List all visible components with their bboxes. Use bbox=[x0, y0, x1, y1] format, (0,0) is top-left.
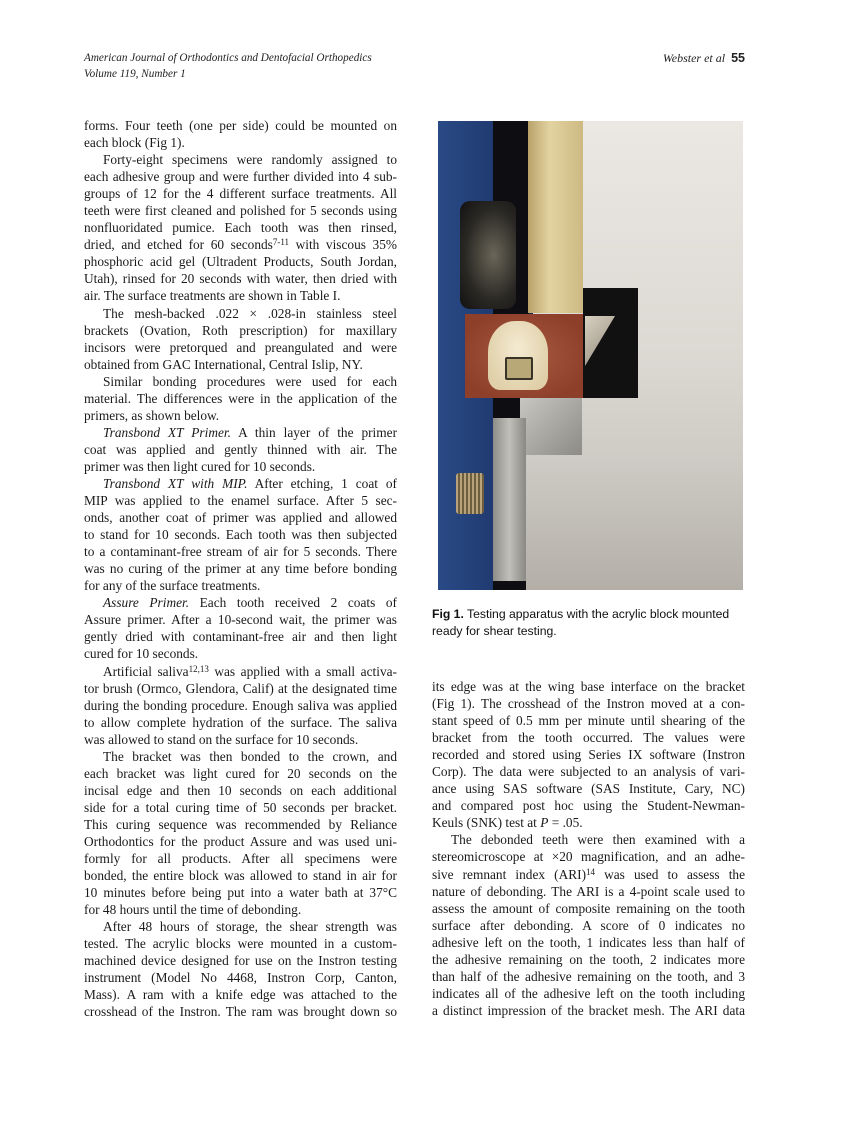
text-line: MIP was applied to the enamel surface. After 5 sec- bbox=[84, 493, 397, 509]
paragraph bbox=[432, 831, 745, 1019]
steel-block bbox=[520, 398, 582, 455]
paragraph bbox=[84, 373, 397, 424]
text-line: coat was applied and gently thinned with air. The bbox=[84, 441, 397, 457]
text-line: bonded, the entire block was allowed to stand in air for bbox=[84, 868, 397, 884]
text-line: Utah), rinsed for 20 seconds with water, then dried with bbox=[84, 271, 397, 287]
text-line: Mass). A ram with a knife edge was attached to the bbox=[84, 987, 397, 1003]
text-line: ance using SAS software (SAS Institute, Cary, NC) bbox=[432, 781, 745, 797]
text-line: Forty-eight specimens were randomly assigned to bbox=[103, 152, 397, 168]
text-line: Keuls (SNK) test at P = .05. bbox=[432, 815, 583, 831]
text-line: for any of the surface treatments. bbox=[84, 578, 261, 594]
text-line: formly for all products. After all specimens were bbox=[84, 851, 397, 867]
text-line: bracket from the tooth occurred. The values were bbox=[432, 730, 745, 746]
text-line: teeth were first cleaned and polished for 5 seconds using bbox=[84, 203, 397, 219]
text-line: assess the amount of composite remaining on the tooth bbox=[432, 900, 745, 916]
bracket bbox=[505, 357, 533, 380]
text-line: was no curing of the primer at any time before bonding bbox=[84, 561, 397, 577]
caption-line bbox=[432, 606, 752, 623]
text-line: and compared post hoc using the Student-Newman- bbox=[432, 798, 745, 814]
paragraph bbox=[84, 748, 397, 918]
citation-superscript: 14 bbox=[586, 866, 596, 877]
figure-caption bbox=[432, 606, 752, 640]
text-line: forms. Four teeth (one per side) could be mounted on bbox=[84, 118, 397, 133]
text-line: brackets (Ovation, Roth prescription) for maxillary bbox=[84, 322, 397, 338]
text-line: stereomicroscope at ×20 magnification, and an adhe- bbox=[432, 849, 745, 865]
paragraph bbox=[84, 663, 397, 748]
citation-superscript: 12,13 bbox=[188, 663, 209, 674]
right-column bbox=[432, 678, 745, 1019]
text-line: instrument (Model No 4468, Instron Corp, Canton, bbox=[84, 970, 397, 986]
text-line: Similar bonding procedures were used for each bbox=[103, 373, 397, 389]
paragraph bbox=[432, 678, 745, 831]
text-line: Artificial saliva$^{12,13}$ was applied with a small activa- bbox=[103, 663, 397, 679]
text-line: groups of 12 for the 4 different surface treatments. All bbox=[84, 186, 397, 202]
text-line: This curing sequence was recommended by Reliance bbox=[84, 816, 397, 832]
caption-text: Testing apparatus with the acrylic block mounted bbox=[467, 607, 730, 621]
paragraph bbox=[84, 594, 397, 662]
text-line: crosshead of the Instron. The ram was brought down so bbox=[84, 1004, 397, 1020]
text-line: surface after debonding. A score of 0 indicates no bbox=[432, 917, 745, 933]
text-line: The debonded teeth were then examined with a bbox=[451, 832, 745, 848]
text-line: each adhesive group and were further divided into 4 sub- bbox=[84, 169, 397, 185]
left-column bbox=[84, 117, 397, 1020]
text-line: sive remnant index (ARI)$^{14}$ was used to assess the bbox=[432, 866, 745, 882]
brass-bar bbox=[528, 121, 583, 313]
text-line: side for a total curing time of 50 seconds per bracket. bbox=[84, 799, 397, 815]
paragraph bbox=[84, 117, 397, 151]
figure-label: Fig 1. bbox=[432, 607, 464, 621]
text-line: After 48 hours of storage, the shear strength was bbox=[103, 919, 397, 935]
italic-run: Transbond XT with MIP. bbox=[103, 475, 248, 491]
text-line: cured for 10 seconds. bbox=[84, 646, 199, 662]
text-line: (Fig 1). The crosshead of the Instron moved at a con- bbox=[432, 696, 745, 712]
paragraph bbox=[84, 424, 397, 475]
italic-run: Transbond XT Primer. bbox=[103, 424, 231, 440]
text-line: dried, and etched for 60 seconds$^{7-11}$ with viscous 35% bbox=[84, 237, 397, 253]
figure-1-photo bbox=[438, 121, 743, 590]
text-line: primer was then light cured for 10 seconds. bbox=[84, 458, 316, 474]
text-line: than half of the adhesive remaining on the tooth, and 3 bbox=[432, 968, 745, 984]
text-line: Assure Primer. Each tooth received 2 coats of bbox=[103, 595, 397, 611]
text-line: material. The differences were in the application of the bbox=[84, 390, 397, 406]
text-line: to a contaminant-free stream of air for 5 seconds. There bbox=[84, 544, 397, 560]
text-line: tested. The acrylic blocks were mounted in a custom- bbox=[84, 936, 397, 952]
text-line: nonfluoridated pumice. Each tooth was then rinsed, bbox=[84, 220, 397, 236]
text-line: Assure primer. After a 10-second wait, the primer was bbox=[84, 612, 397, 628]
text-line: primers, as shown below. bbox=[84, 407, 220, 423]
text-line: Orthodontics for the product Assure and was used uni- bbox=[84, 833, 397, 849]
running-head bbox=[663, 51, 745, 66]
journal-volume: Volume 119, Number 1 bbox=[84, 68, 186, 80]
caption-line: ready for shear testing. bbox=[432, 624, 557, 638]
paragraph bbox=[84, 151, 397, 304]
text-line: to stand for 10 seconds. Each tooth was then subjected bbox=[84, 527, 397, 543]
text-line: was allowed to stand on the surface for 10 seconds. bbox=[84, 731, 359, 747]
italic-run: P bbox=[540, 815, 549, 831]
text-line: phosphoric acid gel (Ultradent Products, South Jordan, bbox=[84, 254, 397, 270]
paragraph bbox=[84, 918, 397, 1020]
text-line: during the bonding procedure. Enough saliva was applied bbox=[84, 697, 397, 713]
text-line: incisal edge and then 10 seconds on each additional bbox=[84, 782, 397, 798]
text-line: each bracket was light cured for 20 seconds on the bbox=[84, 765, 397, 781]
text-line: adhesive left on the tooth, 1 indicates less than half of bbox=[432, 934, 745, 950]
paragraph bbox=[84, 475, 397, 594]
text-line: a distinct impression of the bracket mesh. The ARI data bbox=[432, 1002, 745, 1018]
text-line: The bracket was then bonded to the crown, and bbox=[103, 748, 397, 764]
text-line: obtained from GAC International, Central Islip, NY. bbox=[84, 356, 363, 372]
text-line: machined device designed for use on the Instron testing bbox=[84, 953, 397, 969]
text-line: incisors were pretorqued and preangulated and were bbox=[84, 339, 397, 355]
text-line: to allow complete hydration of the surface. The saliva bbox=[84, 714, 397, 730]
journal-title: American Journal of Orthodontics and Dentofacial Orthopedics bbox=[84, 52, 372, 64]
text-line: gently dried with contaminant-free air and then light bbox=[84, 629, 397, 645]
text-line: onds, another coat of primer was applied and allowed bbox=[84, 510, 397, 526]
paragraph bbox=[84, 305, 397, 373]
wing-nut bbox=[460, 201, 516, 309]
text-line: its edge was at the wing base interface on the bracket bbox=[432, 679, 745, 694]
text-line: indicates all of the adhesive left on the tooth including bbox=[432, 985, 745, 1001]
steel-bar bbox=[493, 418, 526, 581]
text-line: tor brush (Ormco, Glendora, Calif) at the designated time bbox=[84, 680, 397, 696]
text-line: 10 minutes before being put into a water bath at 37°C bbox=[84, 885, 397, 901]
text-line: The mesh-backed .022 × .028-in stainless steel bbox=[103, 305, 397, 321]
text-line: recorded and stored using Series IX software (Instron bbox=[432, 747, 745, 763]
text-line: for 48 hours until the time of debonding. bbox=[84, 902, 302, 918]
text-line: air. The surface treatments are shown in Table I. bbox=[84, 288, 341, 304]
knurled-knob bbox=[456, 473, 484, 514]
running-head-authors: Webster et al bbox=[662, 51, 726, 65]
citation-superscript: 7-11 bbox=[272, 237, 290, 248]
text-line: stant speed of 0.5 mm per minute until shearing of the bbox=[432, 713, 745, 729]
text-line: Transbond XT Primer. A thin layer of the primer bbox=[103, 424, 398, 440]
text-line: the adhesive remaining on the tooth, 2 indicates more bbox=[432, 951, 745, 967]
base-plate bbox=[526, 455, 743, 590]
text-line: nature of debonding. The ARI is a 4-point scale used to bbox=[432, 883, 745, 899]
text-line: Transbond XT with MIP. After etching, 1 coat of bbox=[103, 475, 397, 491]
text-line: Corp). The data were subjected to an analysis of vari- bbox=[432, 764, 745, 780]
page-number: 55 bbox=[731, 51, 745, 65]
text-line: each block (Fig 1). bbox=[84, 135, 185, 151]
italic-run: Assure Primer. bbox=[103, 595, 190, 611]
